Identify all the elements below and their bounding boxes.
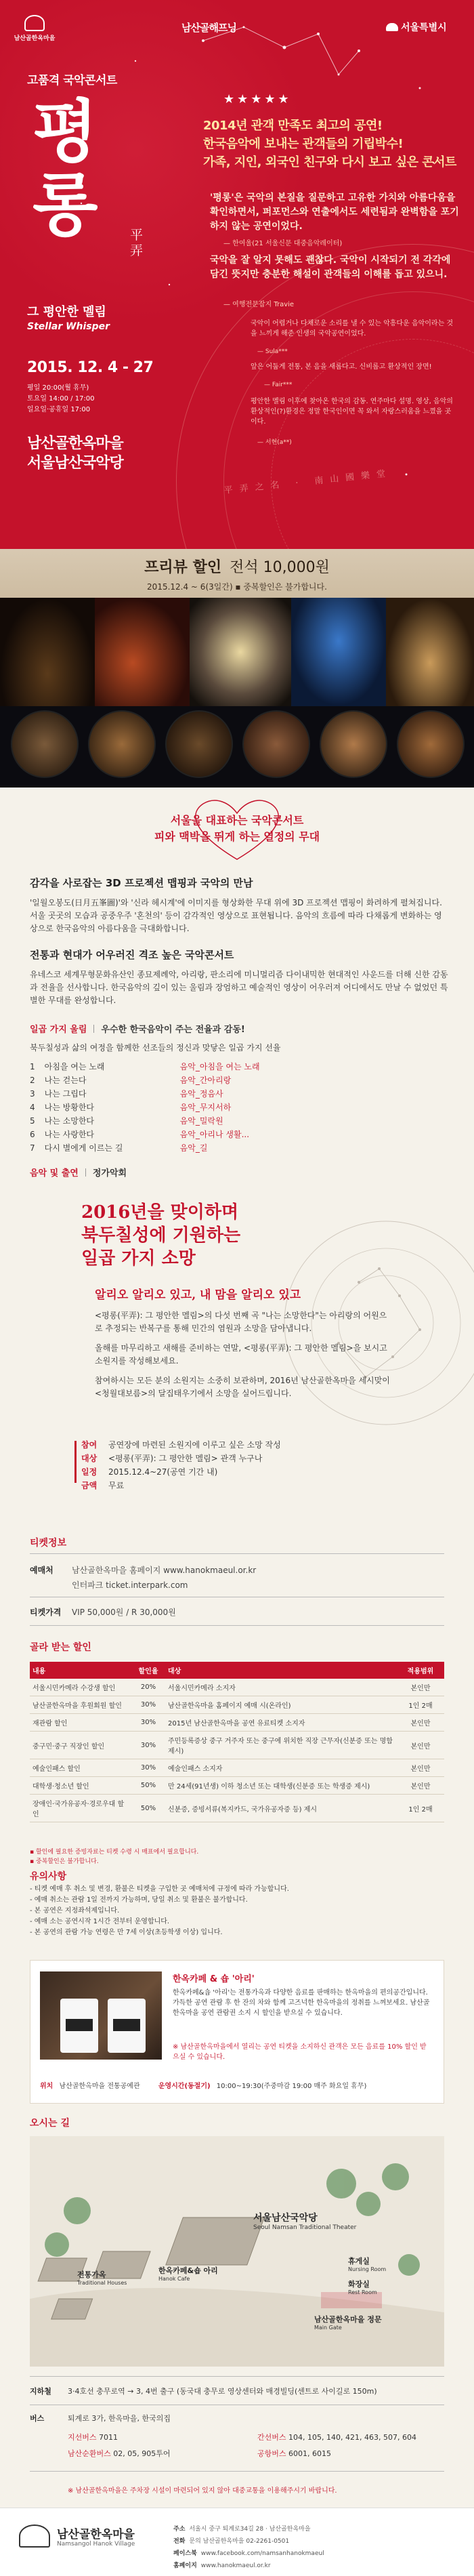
wish-paragraph: <평롱(平弄): 그 평안한 멜림>의 다섯 번째 곡 "나는 소망한다"는 아리랑의 어원으로 추정되는 반복구를 통해 민간의 염원과 소망을 담아냅니다. xyxy=(95,1311,387,1333)
review-quote-3: 국악이 어렵거나 다채로운 소리를 낼 수 있는 악흥다운 음악이라는 것을 느끼게 해준 인생의 국악공연이었다. xyxy=(251,320,454,338)
cafe-footer xyxy=(40,2080,433,2090)
cell: 서울시민카메라 수강생 할인 xyxy=(30,1679,131,1696)
hanok-logo-icon xyxy=(19,2524,50,2548)
review-source-3: — Sula*** xyxy=(257,348,288,355)
review-source-4: — Fair*** xyxy=(264,382,293,388)
song-number: 6 xyxy=(30,1130,35,1139)
review-source-5: — 서현(a**) xyxy=(257,439,292,446)
cell: 서울시민카메라 소지자 xyxy=(165,1679,397,1696)
wish-subtitle: 알리오 알리오 있고, 내 맘을 알리오 있고 xyxy=(95,1288,301,1302)
preview-discount-bar xyxy=(0,549,474,598)
intro-section xyxy=(0,788,474,1526)
seoul-logo-text: 서울특별시 xyxy=(401,22,447,33)
footer-key: 홈페이지 xyxy=(173,2562,197,2569)
table-row xyxy=(30,1114,260,1128)
song-list xyxy=(30,1022,450,1179)
reserve-key: 예매처 xyxy=(30,1566,53,1575)
bus-type: 공항버스 xyxy=(257,2449,286,2458)
table-row xyxy=(30,1795,444,1822)
bus-number: 6001, 6015 xyxy=(288,2449,331,2458)
separator xyxy=(85,1168,86,1177)
cell: 1인 2매 xyxy=(397,1696,444,1714)
headline-line: 2014년 관객 만족도 최고의 공연! xyxy=(203,119,383,133)
village-map[interactable] xyxy=(30,2136,444,2367)
table-row xyxy=(30,1074,260,1087)
footer-row xyxy=(173,2535,465,2548)
song-number: 3 xyxy=(30,1089,35,1099)
bus-type: 남산순환버스 xyxy=(68,2449,111,2458)
song-list-header xyxy=(30,1022,450,1035)
reserve-link-interpark[interactable]: 인터파크 ticket.interpark.com xyxy=(72,1580,188,1590)
notice-list xyxy=(30,1884,444,1938)
cell: 본인만 xyxy=(397,1732,444,1759)
song-number: 5 xyxy=(30,1116,35,1126)
performance-photo xyxy=(386,598,474,706)
preview-price: 전석 10,000원 xyxy=(230,559,330,576)
facebook-link[interactable]: www.facebook.com/namsanhanokmaeul xyxy=(200,2550,324,2557)
footer xyxy=(0,2508,474,2576)
logo-text: 남산골한옥마을 xyxy=(14,35,56,42)
cell: 예술인패스 소지자 xyxy=(165,1759,397,1777)
song-title: 나는 걷는다 xyxy=(44,1076,87,1085)
song-list-desc: 북두칠성과 삶의 여정을 함께한 선조들의 정신과 맞닿은 일곱 가지 선율 xyxy=(30,1043,281,1052)
table-row xyxy=(30,1696,444,1714)
footer-org-en: Namsangol Hanok Village xyxy=(57,2541,135,2548)
cafe-text: 한옥카페&숍 '아리'는 전통가옥과 다양한 음료를 판매하는 한옥마을의 편의공간입니다. 가득한 공연 관람 후 한 잔의 차와 함께 고즈넉한 한옥마을의 정취를 느껴보세요. 남산골 한옥마을 공연 관람권 소지 시 할인을 받으실 수 있습니다. xyxy=(173,1989,430,2017)
map-label-houses: 전통가옥 xyxy=(77,2270,106,2279)
reserve-row-2 xyxy=(72,1579,188,1591)
map-label-cafe-en: Hanok Cafe xyxy=(158,2276,190,2282)
cell: 대학생·청소년 할인 xyxy=(30,1777,131,1795)
hanok-village-logo[interactable] xyxy=(14,15,56,42)
accent-bar xyxy=(74,1441,77,1483)
hero-subtitle: 고품격 국악콘서트 xyxy=(27,74,117,87)
list-item: - 예매 취소는 관람 1일 전까지 가능하며, 당일 취소 및 환불은 불가합니다. xyxy=(30,1896,248,1904)
hero-english-title: Stellar Whisper xyxy=(27,321,110,332)
cafe-key: 위치 xyxy=(40,2083,53,2090)
bus-line-row xyxy=(257,2448,331,2459)
hero-title xyxy=(33,91,95,245)
song-music: 음악_밀락원 xyxy=(179,1116,223,1126)
time-line: 일요일·공휴일 17:00 xyxy=(27,406,91,413)
wish-title-line: 2016년을 맞이하며 xyxy=(81,1202,239,1223)
list-item: - 본 공연은 지정좌석제입니다. xyxy=(30,1907,120,1915)
info-value: 2015.12.4~27(공연 기간 내) xyxy=(108,1467,218,1477)
song-music: 음악_무지서하 xyxy=(179,1103,232,1112)
table-row xyxy=(30,1087,260,1101)
footer-row xyxy=(173,2523,465,2535)
footer-key: 전화 xyxy=(173,2538,186,2545)
col-header: 할인율 xyxy=(131,1662,165,1679)
map-label-rest: 휴게실 xyxy=(348,2257,370,2266)
wish-info-row xyxy=(81,1479,433,1492)
price-row xyxy=(30,1606,176,1618)
separator xyxy=(93,1025,94,1033)
song-music: 음악_길 xyxy=(179,1143,208,1153)
performance-photo xyxy=(190,598,291,706)
cell: 신분증, 증빙서류(복지카드, 국가유공자증 등) 제시 xyxy=(165,1795,397,1822)
price-key: 티켓가격 xyxy=(30,1608,62,1617)
discount-note: ▪ 중복할인은 불가합니다. xyxy=(30,1858,99,1865)
footer-org-name: 남산골한옥마을 xyxy=(57,2528,135,2541)
map-label-gate-en: Main Gate xyxy=(314,2325,342,2331)
performance-photo xyxy=(95,598,190,706)
intro-title-1: 서울을 대표하는 국악콘서트 xyxy=(170,814,304,827)
directions-section xyxy=(0,2116,474,2373)
performance-photo xyxy=(291,598,386,706)
cell: 중구민·중구 직장인 할인 xyxy=(30,1732,131,1759)
performer-label: 음악 및 출연 xyxy=(30,1168,79,1179)
list-item: - 티켓 예매 후 취소 및 변경, 환불은 티켓을 구입한 곳 예매처에 규정에 따라 가능합니다. xyxy=(30,1885,289,1893)
cell: 50% xyxy=(131,1795,165,1822)
hero-title-line2: 롱 xyxy=(33,165,95,245)
song-title: 다시 별에게 이르는 길 xyxy=(44,1143,123,1153)
village-map-drawing xyxy=(30,2136,444,2367)
cell: 본인만 xyxy=(397,1777,444,1795)
review-source-1: — 한여울(21 서울신문 대중음악레이터) xyxy=(223,240,343,247)
footer-value: 문의 남산골한옥마을 02-2261-0501 xyxy=(189,2538,290,2545)
musician-photo xyxy=(320,710,387,778)
info-key: 대상 xyxy=(81,1454,98,1463)
cell: 1인 2매 xyxy=(397,1795,444,1822)
review-quote-4: 앞은 어둡게 전통, 본 음을 새롭다고. 신비롭고 환상적인 장면! xyxy=(251,363,432,371)
time-line: 평일 20:00(월 휴무) xyxy=(27,384,89,392)
footer-value: 서울시 중구 퇴계로34길 28 · 남산골한옥마을 xyxy=(189,2526,311,2533)
wish-paragraph: 참여하시는 모든 분의 소원지는 소중히 보관하며, 2016년 남산골한옥마을 세시맞이 <청월대보름>의 달집태우기에서 소망을 실어드립니다. xyxy=(95,1376,390,1398)
feature-3d-mapping xyxy=(30,876,450,935)
footer-key: 페이스북 xyxy=(173,2550,197,2557)
cell: 20% xyxy=(131,1679,165,1696)
list-item: - 예매 소는 공연시작 1시간 전부터 운영합니다. xyxy=(30,1918,170,1925)
wish-title xyxy=(81,1201,240,1270)
wish-paragraph: 올해를 마무리하고 새해를 준비하는 연말, <평롱(平弄): 그 평안한 멜림>을 보시고 소원지를 작성해보세요. xyxy=(95,1343,387,1366)
cell: 본인만 xyxy=(397,1759,444,1777)
hanok-logo-icon xyxy=(24,15,45,31)
coffee-cup-icon xyxy=(60,1999,98,2053)
map-label-wc-en: Rest Room xyxy=(348,2289,377,2295)
cafe-subnote: ※ 남산골한옥마을에서 열리는 공연 티켓을 소지하신 관객은 모든 음료를 10% 할인 받으실 수 있습니다. xyxy=(173,2043,427,2061)
headline-line: 한국음악에 보내는 관객들의 기립박수! xyxy=(203,137,404,151)
seoul-logo-icon xyxy=(386,23,398,31)
info-value: 무료 xyxy=(108,1481,125,1490)
song-table xyxy=(30,1060,260,1155)
table-row xyxy=(30,1128,260,1141)
performance-photo xyxy=(0,598,95,706)
coffee-cup-icon xyxy=(108,1999,146,2053)
song-list-tagline: 우수한 한국음악이 주는 전율과 감동! xyxy=(101,1025,245,1035)
song-title: 나는 소망한다 xyxy=(44,1116,95,1126)
info-value: 공연장에 마련된 소원지에 이루고 싶은 소망 작성 xyxy=(108,1440,281,1450)
wish-body xyxy=(95,1309,393,1400)
feature-title: 전통과 현대가 어우러진 격조 높은 국악콘서트 xyxy=(30,949,234,961)
divider xyxy=(30,2376,444,2377)
hero-times xyxy=(27,383,95,415)
cell: 본인만 xyxy=(397,1679,444,1696)
divider xyxy=(30,1625,444,1626)
venue-line1: 남산골한옥마을 xyxy=(27,435,123,452)
bus-line-row xyxy=(68,2448,171,2459)
performance-photos xyxy=(0,598,474,706)
bus-number: 7011 xyxy=(99,2433,118,2442)
map-label-rest-en: Nursing Room xyxy=(348,2266,387,2272)
hero-tagline: 그 평안한 멜림 xyxy=(27,305,106,319)
cell: 30% xyxy=(131,1759,165,1777)
homepage-link[interactable]: www.hanokmaeul.or.kr xyxy=(200,2562,271,2569)
bus-type: 간선버스 xyxy=(257,2433,286,2442)
map-label-gate: 남산골한옥마을 정문 xyxy=(314,2315,382,2324)
song-music: 음악_아리나 생활... xyxy=(179,1130,250,1139)
song-music: 음악_아침을 여는 노래 xyxy=(179,1062,260,1071)
preview-title-text: 프리뷰 할인 xyxy=(144,559,222,576)
bus-line-row xyxy=(68,2432,158,2442)
cell: 30% xyxy=(131,1696,165,1714)
subway-key: 지하철 xyxy=(30,2387,51,2396)
venue-line2: 서울남산국악당 xyxy=(27,455,123,472)
table-row xyxy=(30,1777,444,1795)
col-header: 적용범위 xyxy=(397,1662,444,1679)
hero-section xyxy=(0,0,474,549)
divider xyxy=(30,1553,444,1554)
cafe-title: 한옥카페 & 숍 '아리' xyxy=(173,1974,255,1984)
reserve-row xyxy=(30,1564,256,1576)
wish-info-row xyxy=(81,1438,433,1452)
hero-date: 2015. 12. 4 - 27 xyxy=(27,359,154,376)
cell: 재관람 할인 xyxy=(30,1714,131,1732)
bus-number: 104, 105, 140, 421, 463, 507, 604 xyxy=(288,2433,416,2442)
preview-title xyxy=(0,549,474,577)
map-label-theater-en: Seoul Namsan Traditional Theater xyxy=(253,2224,357,2231)
table-row xyxy=(30,1714,444,1732)
song-number: 4 xyxy=(30,1103,35,1112)
review-quote-1: '평롱'은 국악의 본질을 질문하고 고유한 가치와 아름다움을 확인하면서, 퍼포먼스와 연출에서도 세련됨과 완벽함을 포기하지 않는 공연이었다. xyxy=(210,192,459,232)
bus-type: 지선버스 xyxy=(68,2433,97,2442)
feature-body: 유네스코 세계무형문화유산인 종묘제례악, 아리랑, 판소리에 미니멀리즘 다이내믹한 현대적인 사운드를 더해 신한 감동과 전율을 선사합니다. 한국음악의 깊이 있는 울림과 장엄하고 예술적인 영상이 어우러져 어디에서도 만날 수 없었던 특별한 무대를 완성합니다. xyxy=(30,970,448,1005)
headline-line: 가족, 지인, 외국인 친구와 다시 보고 싶은 콘서트 xyxy=(203,155,456,169)
hero-headline xyxy=(203,117,456,171)
list-item: - 본 공연의 관람 가능 연령은 만 7세 이상(초등학생 이상) 입니다. xyxy=(30,1929,223,1936)
feature-title: 감각을 사로잡는 3D 프로젝션 맵핑과 국악의 만남 xyxy=(30,877,253,889)
divider xyxy=(30,2471,444,2472)
cell: 주민등록증상 중구 거주자 또는 중구에 위치한 직장 근무자(신분증 또는 명함 제시) xyxy=(165,1732,397,1759)
hero-title-line1: 평 xyxy=(33,91,95,171)
wish-title-line: 북두칠성에 기원하는 xyxy=(81,1225,241,1246)
cafe-box xyxy=(30,1960,444,2104)
song-number: 1 xyxy=(30,1062,35,1071)
map-label-theater: 서울남산국악당 xyxy=(253,2213,318,2224)
discount-table xyxy=(30,1662,444,1822)
cell: 50% xyxy=(131,1777,165,1795)
table-header-row xyxy=(30,1662,444,1679)
table-row xyxy=(30,1679,444,1696)
hero-hanja: 平弄 xyxy=(130,228,144,258)
bus-key: 버스 xyxy=(30,2414,45,2423)
cell: 예술인패스 할인 xyxy=(30,1759,131,1777)
cell: 2015년 남산골한옥마을 공연 유료티켓 소지자 xyxy=(165,1714,397,1732)
performer-name: 정가악회 xyxy=(92,1168,127,1179)
info-key: 일정 xyxy=(81,1467,98,1477)
transport-section xyxy=(0,2372,474,2508)
cell: 남산골한옥마을 후원회원 할인 xyxy=(30,1696,131,1714)
rating-stars-icon: ★★★★★ xyxy=(223,92,292,106)
musician-portraits xyxy=(0,706,474,788)
discount-heading: 골라 받는 할인 xyxy=(30,1642,91,1653)
time-line: 토요일 14:00 / 17:00 xyxy=(27,395,95,403)
musician-photo xyxy=(397,710,465,778)
col-header: 내용 xyxy=(30,1662,131,1679)
feature-body: '일월오봉도(日月五峯圖)'와 '신라 헤시계'에 이미지를 형상화한 무대 위에 3D 프로젝션 맵핑이 화려하게 펼쳐집니다. 서울 곳곳의 모습과 공중우주 '혼천의' 등이 감각적인 영상으로 표현됩니다. 음악의 흐름에 따라 다채롭게 변화하는 영상으로 한국음악의 아름다움을 극대화합니다. xyxy=(30,898,442,933)
song-title: 나는 그립다 xyxy=(44,1089,87,1099)
feature-tradition xyxy=(30,947,450,1007)
song-title: 나는 사랑한다 xyxy=(44,1130,95,1139)
cell: 30% xyxy=(131,1714,165,1732)
ticket-section xyxy=(0,1526,474,2372)
cell: 남산골한옥마을 홈페이지 예매 시(온라인) xyxy=(165,1696,397,1714)
info-key: 참여 xyxy=(81,1440,98,1450)
wish-info-row xyxy=(81,1452,433,1465)
map-label-wc: 화장실 xyxy=(348,2280,370,2289)
wish-title-line: 일곱 가지 소망 xyxy=(81,1248,196,1269)
map-label-cafe: 한옥카페&숍 아리 xyxy=(158,2266,218,2275)
wish-info xyxy=(81,1438,433,1492)
notice-heading: 유의사항 xyxy=(30,1871,67,1882)
cafe-value: 남산골한옥마을 전통공예관 xyxy=(59,2083,140,2090)
reserve-link-homepage[interactable]: 남산골한옥마을 홈페이지 www.hanokmaeul.or.kr xyxy=(72,1566,257,1575)
cafe-photo xyxy=(40,1971,162,2060)
subway-value: 3·4호선 충무로역 → 3, 4번 출구 (동국대 충무로 영상센터와 매경빌딩(센트로 사이길로 150m) xyxy=(68,2387,377,2396)
cell: 만 24세(91년생) 이하 청소년 또는 대학생(신분증 또는 학생증 제시) xyxy=(165,1777,397,1795)
subway-row xyxy=(30,2386,377,2396)
parking-note: ※ 남산골한옥마을은 주차장 시설이 마련되어 있지 않아 대중교통을 이용해주시기 바랍니다. xyxy=(68,2487,337,2495)
cafe-value: 10:00~19:30(주중마감 19:00 매주 화요일 휴무) xyxy=(216,2083,367,2090)
table-row xyxy=(30,1060,260,1074)
hero-venue xyxy=(27,434,123,473)
song-number: 7 xyxy=(30,1143,35,1153)
table-row xyxy=(30,1732,444,1759)
review-quote-5: 평안한 멜림 이후에 찾아온 한국의 감동. 연주마다 설명. 영상, 음악의 환상적인(?)환경은 정말 한국인이면 꼭 와서 자랑스러움을 느꼈을 곳이다. xyxy=(251,398,453,426)
info-value: <평롱(平弄): 그 평안한 멜림> 관객 누구나 xyxy=(108,1454,263,1463)
performer-info xyxy=(30,1166,450,1179)
song-list-label: 일곱 가지 울림 xyxy=(30,1025,87,1035)
footer-contacts xyxy=(173,2523,465,2572)
song-music: 음악_간아리랑 xyxy=(179,1076,232,1085)
song-number: 2 xyxy=(30,1076,35,1085)
info-key: 금액 xyxy=(81,1481,98,1490)
hanja-decoration: 平弄之名 · 南山國樂堂 xyxy=(223,468,393,496)
musician-photo xyxy=(242,710,310,778)
musician-photo xyxy=(88,710,156,778)
price-value: VIP 50,000원 / R 30,000원 xyxy=(72,1608,176,1617)
bus-number: 02, 05, 905투어 xyxy=(113,2449,171,2458)
wish-section xyxy=(0,1201,474,1526)
wish-info-row xyxy=(81,1465,433,1479)
bus-value: 퇴계로 3가, 한옥마을, 한국의집 xyxy=(68,2414,171,2423)
cell: 본인만 xyxy=(397,1714,444,1732)
table-row xyxy=(30,1141,260,1155)
footer-row xyxy=(173,2548,465,2560)
preview-detail: 2015.12.4 ~ 6(3일간) ▪ 중복할인은 불가합니다. xyxy=(147,582,327,592)
song-music: 음악_정음사 xyxy=(179,1089,223,1099)
musician-photo xyxy=(165,710,233,778)
song-title: 나는 방황한다 xyxy=(44,1103,95,1112)
musician-photo xyxy=(11,710,79,778)
seoul-logo[interactable] xyxy=(386,20,447,34)
directions-heading: 오시는 길 xyxy=(30,2118,70,2129)
bus-row xyxy=(30,2413,171,2424)
song-title: 아침을 여는 노래 xyxy=(44,1062,105,1071)
organizer-label: 남산골해프닝 xyxy=(181,22,236,34)
discount-note: ▪ 할인에 필요한 증빙자료는 티켓 수령 시 매표에서 필요합니다. xyxy=(30,1849,199,1856)
cell: 장애인·국가유공자·경로우대 할인 xyxy=(30,1795,131,1822)
footer-key: 주소 xyxy=(173,2526,186,2533)
discount-notes xyxy=(30,1847,198,1866)
bus-line-row xyxy=(257,2432,416,2442)
col-header: 대상 xyxy=(165,1662,397,1679)
ticket-info-heading: 티켓정보 xyxy=(30,1538,67,1549)
cell: 30% xyxy=(131,1732,165,1759)
intro-title-2: 피와 맥박을 뛰게 하는 열정의 무대 xyxy=(154,830,320,843)
map-label-houses-en: Traditional Houses xyxy=(77,2280,127,2286)
table-row xyxy=(30,1759,444,1777)
footer-row xyxy=(173,2560,465,2572)
review-quote-2: 국악을 잘 알지 못해도 괜찮다. 국악이 시작되기 전 각각에 담긴 뜻지만 충분한 해설이 관객들의 이해를 돕고 있으니. xyxy=(210,255,451,280)
cafe-key: 운영시간(동절기) xyxy=(158,2083,211,2090)
review-source-2: — 여행전문잡지 Travie xyxy=(223,301,295,308)
table-row xyxy=(30,1101,260,1114)
